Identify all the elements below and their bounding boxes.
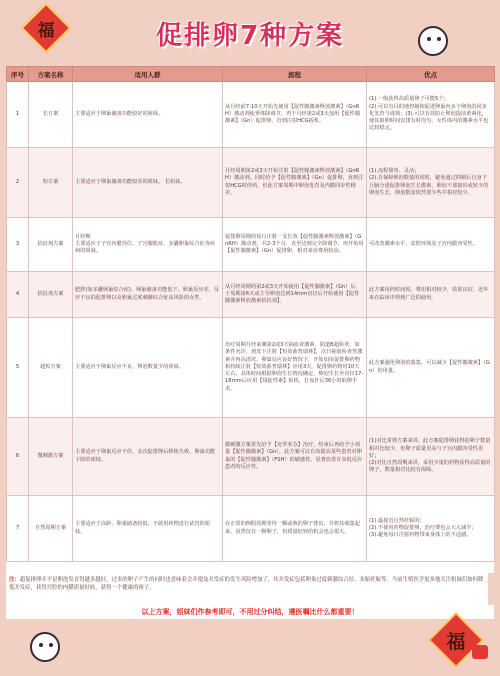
row-merit: (1).流程简单、灵活； (2).在保障卵泡数量的同时，避免通过抑制后自身下丘脑分泌促排卵泡生长激素，卵泡不那接出或较少的卵泡生长，卵泡数量依然要少些并相对较少。 <box>367 148 495 218</box>
row-people: 肥胖(如多囊卵巢综合症)、卵巢储备功能低下、卵巢反应差、反应不良的促排卵以及卵巢过度刺激综合征高风险的女性。 <box>73 272 223 318</box>
scheme-table <box>6 66 494 573</box>
row-people: 主要适应于卵巢反应不良、卵泡数量少的姐妹。 <box>73 318 223 418</box>
ribbon-icon <box>472 645 488 659</box>
row-people: 主要适应于卵巢反应不佳、多次促排卵后移植失败、卵巢功能下降的姐妹。 <box>73 418 223 496</box>
footnote <box>6 573 488 605</box>
row-name: 拮抗剂方案 <box>29 272 73 318</box>
row-merit: (1).一般获得高质量卵子可能5个； (2).可以有目的地控制和促进卵巢内多个卵泡的同步化发育与成熟；(3).可以有效防止卵泡提前黄素化，使其取卵时间安排有时均匀，女性体内的激素水平也比较稳定。 <box>367 82 495 148</box>
row-process: 促排卵周期的每月注射一支长效【促性腺激素释放激素】（GnRH）激动剂，并2-3个月，直至达到完全降调节，再开始用【促性腺激素】（Gn）促排卵，相对来说费用较高。 <box>223 218 367 272</box>
table-header-row <box>7 67 495 82</box>
row-no: 6 <box>7 418 29 496</box>
footer-advice: 以上方案，姐妹们作参考即可，不用过分纠结，遵医嘱比什么都重要！ <box>6 605 494 619</box>
table-row <box>7 272 495 318</box>
table-row <box>7 418 495 496</box>
footnote-text: 超促排卵并不是卵泡发育得越多越好，过多的卵子产生的同时也意味着会并提及并发症的发生风险增加了，其并发症包括卵巢过度刺激综合征、多胎妊娠等。当前生殖医学更多地关注姐妹们如何降低并发症，获得宫腔的内膜质量好转，获得一个健康的孩子。 <box>9 577 484 591</box>
row-name: 超短方案 <box>29 318 73 418</box>
row-no: 4 <box>7 272 29 318</box>
header <box>0 0 500 66</box>
row-name: 拮抗剂方案 <box>29 218 73 272</box>
row-process: 从月经前7-10天开始先使用【促性腺激素释放激素】（GnRH）激动剂使垂体降调节，再于月经第2或3天加用【促性腺激素】（Gn）促排卵，直到注射HCG扳机。 <box>223 82 367 148</box>
row-merit: (1).最接近自然妊娠的； (2).不使用药物促排卵，治疗费也会大大减少； (3).避免每日注射药物带来身体上的不适感。 <box>367 496 495 562</box>
row-people: 主要适应于卵巢储备功能较好的姐妹。 <box>73 82 223 148</box>
header-process: 流程 <box>223 67 367 82</box>
table-row <box>7 148 495 218</box>
row-name: 短方案 <box>29 148 73 218</box>
table-row <box>7 496 495 562</box>
row-people: 月经期 主要适应于子宫内膜异位、子宫腺肌症、多囊卵巢综合征等疾病的姐妹。 <box>73 218 223 272</box>
row-people: 主要适应于卵巢储备功能较差的姐妹。 长姐妹。 <box>73 148 223 218</box>
footnote-label: 注： <box>9 577 20 583</box>
row-name: 长方案 <box>29 82 73 148</box>
page-title: 促排卵7种方案 <box>155 21 345 51</box>
row-merit: 此方案强化卵泡的募集，可以减少【促性腺激素】（Gn）的用量。 <box>367 318 495 418</box>
row-name: 微刺激方案 <box>29 418 73 496</box>
row-process: 在正常的例假周期等待一颗或熟的卵子排出，并将其收集起来，虽然仅有一颗卵子，但质量好轻的机会也会很大。 <box>223 496 367 562</box>
header-merit: 优点 <box>367 67 495 82</box>
header-people: 适用人群 <box>73 67 223 82</box>
row-people: 主要适应于高龄、卵巢储备较低、不敢用药物进行试管的姐妹。 <box>73 496 223 562</box>
row-no: 7 <box>7 496 29 562</box>
row-no: 3 <box>7 218 29 272</box>
row-merit: 可改善激素水平、盆腔环境及子宫内膜容受性。 <box>367 218 495 272</box>
row-process: 月经周期第2或3天开始注射【促性腺激素释放激素】（GnRH）激动剂。同时给予【促性腺激素】（Gn）促排卵，直到注射HCG时停药。但此方案周期中卵泡发育及内膜同步性稍差。 <box>223 148 367 218</box>
fu-badge-icon: 福 <box>428 612 485 669</box>
table-row <box>7 82 495 148</box>
header-no: 序号 <box>7 67 29 82</box>
row-process: 从月经周期的第2或3天开始使用【促性腺激素】（Gn）后，于周期第6天或主导卵泡达到14mm直径后开始使用【促性腺激素释放激素拮抗剂】。 <box>223 272 367 318</box>
table-row <box>7 218 495 272</box>
row-no: 2 <box>7 148 29 218</box>
cat-mascot-icon <box>418 26 448 56</box>
row-merit: 此方案用药时间短，费用相对较少，效果良好，近年来在临床中得到广泛的使用。 <box>367 272 495 318</box>
header-name: 方案名称 <box>29 67 73 82</box>
row-process: 微刺激方案常先给予【克罗米芬】治疗，结束后再给予小剂量【促性腺激素】（Gn），此方案可以有效提高某些患者对卵巢的【促性腺激素】（FSH）的敏感性，显著改善许多低反应患者的反应性。 <box>223 418 367 496</box>
row-no: 1 <box>7 82 29 148</box>
table-row <box>7 318 495 418</box>
row-merit: (1)对比常规方案来讲，此方案促排卵获得的卵子数量相对比较少，但卵子质量更高与子宫内膜容受性更好； (2)对比自然周期来讲，采用少量的药物获得高质量的卵子，数量相对比较有保障。 <box>367 418 495 496</box>
row-no: 5 <box>7 318 29 418</box>
fu-badge-icon: 福 <box>21 3 72 54</box>
row-process: 治疗周期月经来潮第2或3天抽血查激素，阴道B超检查，如条件允许，到皮下注射【短效曲普瑞林】，次日抽血检查性激素并再高清况。卵巢反应良好情况下，开始加用促排卵药物和持续注射【短效曲普瑞林】应用3天。促排卵药物用10天左右，具体时间根据卵泡生长情况确定，卵泡生长至直径17-18mm后应用【绒促性素】扳机，打夜针后36小时取卵手术。 <box>223 318 367 418</box>
cat-mascot-icon <box>30 632 60 662</box>
row-name: 自然周期方案 <box>29 496 73 562</box>
